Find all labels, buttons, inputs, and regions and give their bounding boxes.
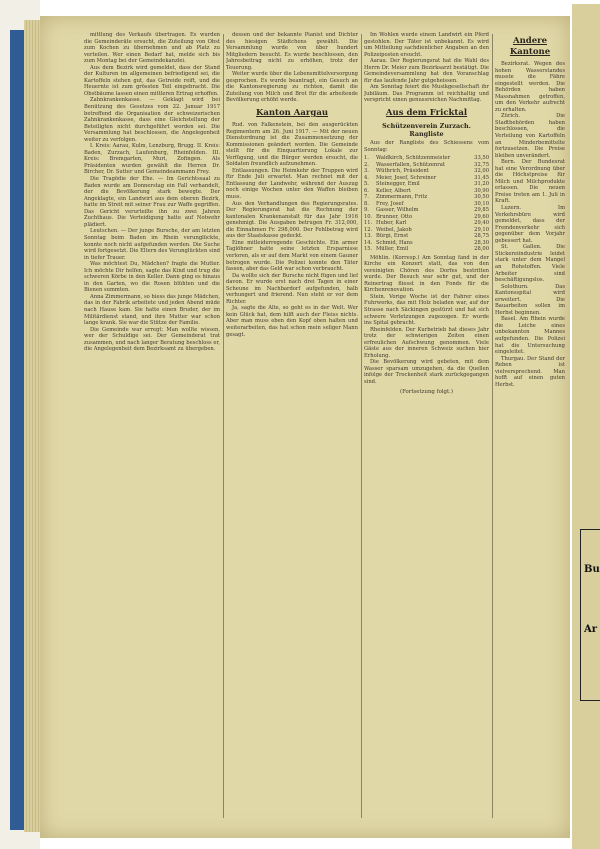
column-rule [492,34,493,818]
shooter-name: Steinegger, Emil [376,181,420,188]
paragraph: Stein. Vorige Woche ist der Fahrer eines Fuhrwerks, das mit Holz beladen war, auf der Strasse nach Säckingen gestürzt und hat sich schwere Verletzungen zugezogen. Er wurde ins Spital gebracht. [364,293,489,327]
shooter-name: Waldkirch, Schützenmeister [376,155,451,162]
shooter-name: Huber, Karl [376,220,407,227]
points: 28,30 [474,239,489,246]
section-heading-fricktal: Aus dem Fricktal [385,108,468,119]
shooter-name: Weibel, Jakob [376,226,412,233]
paragraph: Luzern. Im Verkehrsbüro wird gemeldet, dass der Fremdenverkehr sich gegenüber dem Vorjahr gebessert hat. [495,205,565,244]
facing-page-text-1: Bu [584,564,600,575]
paragraph: Aus den Verhandlungen des Regierungsrates. Der Regierungsrat hat die Rechnung der kantonalen Krankenanstalt für das Jahr 1916 genehmigt. Die Ausgaben betrugen Fr. 312,000, die Einnahmen Fr. 298,000. Der Fehlbetrag wird aus der Staatskasse gedeckt. [226,200,358,240]
rank: 15. [364,246,373,253]
paragraph: mittlung des Verkaufs übertragen. Es wurden die Gemeinderäte ersucht, die Zuteilung von Obst zum Kochen zu übernehmen und ab Platz zu verteilen. Wer einen Bedarf hat, melde sich bis zum Montag bei der Gemeindekanzlei. [84,32,220,65]
rank: 1. [364,155,369,162]
list-item [364,246,489,253]
paragraph: St. Gallen. Die Stickereiindustrie leidet stark unter dem Mangel an Rohstoffen. Viele Arbeiter sind beschäftigungslos. [495,244,565,284]
points: 33,50 [474,155,489,162]
points: 28,00 [474,246,489,253]
paragraph: Basel. Am Rhein wurde die Leiche eines unbekannten Mannes aufgefunden. Die Polizei hat die Untersuchung eingeleitet. [495,316,565,356]
paragraph: Rheinfelden. Der Kurbetrieb hat dieses Jahr trotz der schwierigen Zeiten einen erfreulichen Aufschwung genommen. Viele Gäste aus der inneren Schweiz suchen hier Erholung. [364,326,489,359]
paragraph: I. Kreis: Aarau, Kulm, Lenzburg, Brugg. II. Kreis: Baden, Zurzach, Laufenburg, Rheinfelden. III. Kreis: Bremgarten, Muri, Zofingen. Als Präsidenten wurden gewählt die Herren Dr. Bircher, Dr. Sutter und Gemeindeammann Frey. [84,143,220,176]
points: 28,75 [474,233,489,240]
paragraph: Im Wohlen wurde einem Landwirt ein Pferd gestohlen. Der Täter ist unbekannt. Es wird um Mitteilung sachdienlicher Angaben an den Polizeiposten ersucht. [364,32,489,58]
shooter-name: Keller, Albert [376,187,411,194]
paragraph: Weiter wurde über die Lebensmittelversorgung gesprochen. Es wurde beantragt, ein Gesuch an die Kantonsregierung zu richten, damit die Zuteilung von Milch und Brot für die arbeitende Bevölkerung erhöht werde. [226,71,358,104]
column-2 [226,32,358,820]
paragraph: Bezirksrat. Wegen des hohen Wasserstandes musste die Fähre eingestellt werden. Die Behörden haben Massnahmen getroffen, um den Verkehr aufrecht zu erhalten. [495,61,565,113]
paragraph: Ja, sagte die Alte, so geht es in der Welt. Wer kein Glück hat, dem hilft auch der Fleiss nichts. Aber man muss eben den Kopf oben halten und weiterarbeiten, das hat schon mein seliger Mann gesagt. [226,305,358,338]
points: 32,00 [474,168,489,175]
facing-page-text-2: Ar [584,624,598,635]
shooter-name: Müller, Emil [376,246,409,253]
paragraph: Solothurn. Das Kantonsspital wird erweitert. Die Bauarbeiten sollen im Herbst beginnen. [495,283,565,316]
shooter-name: Wasserfallen, Schützenrat [376,161,445,168]
paragraph: Eine mitleiderregende Geschichte. Ein armer Taglöhner hatte seine letzten Ersparnisse verloren, als er auf dem Markt von einem Gauner betrogen wurde. Die Polizei konnte den Täter fassen, aber das Geld war schon verbraucht. [226,239,358,273]
paragraph: Thurgau. Der Stand der Reben ist vielversprechend. Man hofft auf einen guten Herbst. [495,355,565,388]
continuation-note: (Fortsetzung folgt.) [399,388,453,395]
paragraph: Was möchtest Du, Mädchen? fragte die Mutter. Ich möchte Dir helfen, sagte das Kind und trug die schweren Körbe in den Keller. Dann ging es hinaus in den Garten, wo die Rosen blühten und die Bienen summten. [84,261,220,294]
paragraph: Bern. Der Bundesrat hat eine Verordnung über die Höchstpreise für Milch und Milchprodukte erlassen. Die neuen Preise treten am 1. Juli in Kraft. [495,159,565,205]
points: 30,50 [474,194,489,201]
rank: 6. [364,187,369,194]
paragraph: Die Gemeinde war erregt: Man wollte wissen, wer der Schuldige sei. Der Gemeinderat trat zusammen, und nach langer Beratung beschloss er, die Angelegenheit dem Bezirksamt zu übergeben. [84,326,220,353]
points: 30,10 [474,200,489,207]
shooter-name: Meier, Josef, Schreiner [376,174,437,181]
shooter-name: Schmid, Hans [376,239,413,246]
rank: 11. [364,220,373,227]
rank: 8. [364,200,369,207]
rangliste-heading: Schützenverein Zurzach. Rangliste [382,122,471,139]
column-1 [84,32,220,820]
rangliste-list [364,155,489,253]
points: 32,75 [474,161,489,168]
shooter-name: Wüthrich, Präsident [376,168,429,175]
section-heading-andere-kantone: Andere Kantone [509,36,551,57]
column-rule [223,34,224,818]
points: 30,90 [474,187,489,194]
paragraph: Leutschen. — Der junge Bursche, der am letzten Sonntag beim Baden im Rhein verunglückte, konnte noch nicht aufgefunden werden. Die Suche wird fortgesetzt. Die Eltern des Verunglückten sind in tiefer Trauer. [84,228,220,261]
section-heading-kanton-aargau: Kanton Aargau [255,108,329,119]
shooter-name: Gasser, Wilhelm [376,207,419,214]
facing-page-ad-box [580,529,600,701]
rank: 9. [364,207,369,214]
points: 29,60 [474,213,489,220]
paragraph: dessen und der bekannte Pianist und Dichter des hiesigen Städtchens gewählt. Die Versammlung wurde von über hundert Mitgliedern besucht. Es wurde beschlossen, den Jahresbeitrag nicht zu erhöhen, trotz der Teuerung. [226,32,358,71]
rank: 3. [364,168,369,175]
paragraph: Die Bevölkerung wird gebeten, mit dem Wasser sparsam umzugehen, da die Quellen infolge der Trockenheit stark zurückgegangen sind. [364,359,489,385]
paragraph: Rud. von Falkenstein, bei den ausgerückten Regimentern am 26. Juni 1917. — Mit der neuen Dienstordnung ist die Zusammensetzung der Kommissionen geändert worden. Die Gemeinde stellt für die Einquartierung Lokale zur Verfügung, und die Bürger werden ersucht, die Soldaten freundlich aufzunehmen. [226,122,358,168]
points: 29,40 [474,220,489,227]
rangliste-intro: Aus der Rangliste des Schiessens vom Sonntag: [364,140,489,153]
rank: 10. [364,213,373,220]
column-4 [495,32,565,820]
shooter-name: Brunner, Otto [376,213,413,220]
paragraph: Aarau. Der Regierungsrat hat die Wahl des Herrn Dr. Meier zum Bezirksarzt bestätigt. Die Gemeindeversammlung hat den Voranschlag für das laufende Jahr gutgeheissen. [364,58,489,84]
facing-page [572,4,600,849]
points: 31,20 [474,181,489,188]
paragraph: Zahnkrankenkasse. — Geklagt wird bei Benützung des Gesetzes vom 22. Januar 1917 betreffend die Organisation der schweizerischen Zahnkrankenkasse, dass eine Gleichstellung der Beteiligten nicht durchgeführt worden sei. Die Versammlung hat beschlossen, die Angelegenheit weiter zu verfolgen. [84,97,220,143]
paragraph: Aus dem Bezirk wird gemeldet, dass der Stand der Kulturen im allgemeinen befriedigend sei, die Kartoffeln stehen gut, das Getreide reift, und die Heuernte ist zum grössten Teil eingebracht. Die Obstbäume lassen einen mittleren Ertrag erhoffen. [84,64,220,97]
paragraph: Da wollte sich der Bursche nicht fügen und lief davon. Er wurde erst nach drei Tagen in einer Scheune im Nachbardorf aufgefunden, halb verhungert und frierend. Nun steht er vor dem Richter. [226,272,358,305]
points: 29,10 [474,226,489,233]
paragraph: Entlassungen. Die Heimkehr der Truppen wird für Ende Juli erwartet. Man rechnet mit der Entlassung der Landwehr, während der Auszug noch einige Wochen unter den Waffen bleiben muss. [226,167,358,201]
points: 29,85 [474,207,489,214]
book-spine [10,30,24,830]
column-rule [361,34,362,818]
paragraph: Am Sonntag feiert die Musikgesellschaft ihr Jubiläum. Das Programm ist reichhaltig und verspricht einen genussreichen Nachmittag. [364,84,489,104]
shooter-name: Zimmermann, Fritz [376,194,428,201]
rank: 13. [364,233,373,240]
paragraph: Die Tragödie der Ehe. — Im Gerichtssaal zu Baden wurde am Donnerstag ein Fall verhandelt, der die Bevölkerung stark bewegte. Der Angeklagte, ein Landwirt aus dem oberen Bezirk, hatte im Streit mit seiner Frau zur Waffe gegriffen. Das Gericht verurteilte ihn zu zwei Jahren Zuchthaus. Die Verteidigung hatte auf Notwehr plädiert. [84,176,220,228]
rank: 2. [364,161,369,168]
rank: 7. [364,194,369,201]
rank: 4. [364,174,369,181]
paragraph: Anna Zimmermann, so hiess das junge Mädchen, das in der Fabrik arbeitete und jeden Abend müde nach Hause kam. Sie hatte einen Bruder, der im Militärdienst stand, und ihre Mutter war schon lange krank. Sie war die Stütze der Familie. [84,293,220,327]
rank: 12. [364,226,373,233]
paragraph: Zürich. Die Stadtbehörden haben beschlossen, die Verteilung von Kartoffeln an Minderbemittelte fortzusetzen. Die Preise bleiben unverändert. [495,113,565,159]
paragraph: Möhlin. (Korresp.) Am Sonntag fand in der Kirche ein Konzert statt, das von den vereinigten Chören des Dorfes bestritten wurde. Der Besuch war sehr gut, und der Reinertrag fliesst in den Fonds für die Kirchenrenovation. [364,254,489,294]
rank: 14. [364,239,373,246]
column-3 [364,32,489,820]
points: 31,45 [474,174,489,181]
rank: 5. [364,181,369,188]
shooter-name: Bürgi, Ernst [376,233,409,240]
newspaper-page [40,16,570,838]
shooter-name: Frey, Josef [376,200,404,207]
